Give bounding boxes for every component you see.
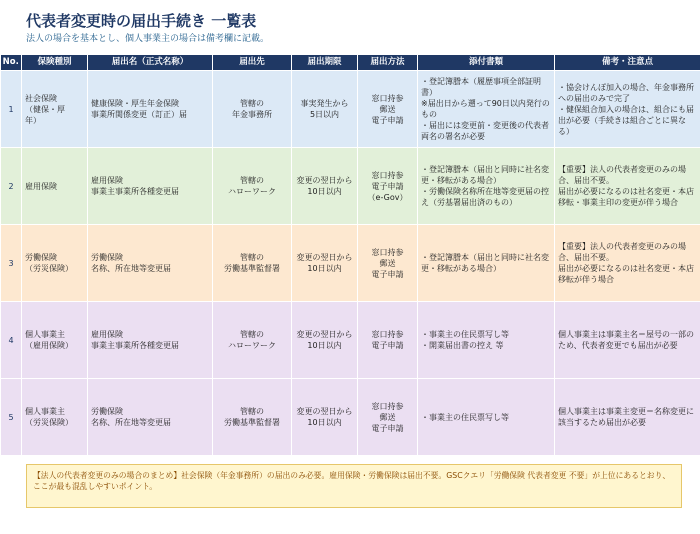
cell-method-line: （e-Gov）	[367, 192, 408, 202]
cell-method-line: 郵送	[379, 104, 396, 114]
cell-attachments	[418, 71, 555, 148]
cell-destination-line: ハローワーク	[228, 341, 276, 350]
cell-deadline-line: 5日以内	[309, 110, 340, 119]
cell-deadline	[292, 148, 358, 225]
cell-deadline-line: 10日以内	[307, 341, 342, 350]
cell-insurance-type-line: （健保・厚	[25, 104, 65, 114]
cell-destination-line: 年金事務所	[232, 110, 272, 119]
cell-attachments-line: ・事業主の住民票写し等	[421, 412, 509, 422]
cell-insurance-type-line: 労働保険	[25, 253, 57, 262]
cell-no: 5	[1, 379, 22, 456]
cell-insurance-type	[22, 71, 88, 148]
header-attachments: 添付書類	[418, 55, 555, 71]
cell-attachments-line: ・届出には変更前・変更後の代表者両名の署名が必要	[421, 121, 549, 141]
cell-method-line: 電子申請	[371, 115, 404, 125]
cell-form-name	[88, 148, 213, 225]
cell-notes	[555, 225, 700, 302]
cell-deadline-line: 変更の翌日から	[296, 330, 353, 339]
cell-attachments-line: ・事業主の住民票写し等	[421, 330, 509, 339]
cell-no: 1	[1, 71, 22, 148]
cell-method	[358, 225, 418, 302]
table-header-row	[1, 55, 700, 71]
cell-attachments-line: ・登記簿謄本（届出と同時に社名変更・移転がある場合）	[421, 165, 549, 185]
cell-attachments-line: ・労働保険名称所在地等変更届の控え（労基署届出済のもの）	[421, 187, 549, 207]
procedure-table	[0, 55, 700, 456]
cell-method-line: 電子申請	[371, 269, 404, 279]
cell-deadline-line: 10日以内	[307, 187, 342, 196]
table-row	[1, 148, 700, 225]
cell-insurance-type-line: 社会保険	[25, 93, 57, 103]
cell-no: 2	[1, 148, 22, 225]
cell-deadline-line: 10日以内	[307, 264, 342, 273]
cell-form-name	[88, 379, 213, 456]
cell-no: 3	[1, 225, 22, 302]
cell-form-name-line: 事業主事業所各種変更届	[91, 187, 179, 196]
cell-form-name	[88, 71, 213, 148]
header-no: No.	[1, 55, 22, 71]
cell-deadline-line: 変更の翌日から	[296, 253, 353, 262]
page-title: 代表者変更時の届出手続き 一覧表	[26, 12, 257, 30]
cell-insurance-type-line: 個人事業主	[25, 407, 65, 416]
cell-method-line: 郵送	[379, 258, 396, 268]
cell-insurance-type-line: 雇用保険	[25, 181, 57, 191]
cell-insurance-type-line: （労災保険）	[25, 418, 73, 427]
cell-method	[358, 379, 418, 456]
cell-form-name-line: 事業所関係変更（訂正）届	[91, 110, 187, 119]
cell-form-name-line: 労働保険	[91, 407, 123, 416]
cell-destination-line: 管轄の	[240, 99, 264, 108]
header-deadline: 届出期限	[292, 55, 358, 71]
cell-notes-line: 【重要】法人の代表者変更のみの場合、届出不要。	[558, 165, 686, 185]
cell-notes-line: 【重要】法人の代表者変更のみの場合、届出不要。	[558, 242, 686, 262]
cell-destination-line: ハローワーク	[228, 187, 276, 196]
cell-form-name-line: 雇用保険	[91, 330, 123, 339]
cell-deadline-line: 10日以内	[307, 418, 342, 427]
cell-deadline	[292, 71, 358, 148]
table-row	[1, 302, 700, 379]
cell-notes-line: ・協会けんぽ加入の場合、年金事務所への届出のみで完了	[558, 82, 694, 103]
cell-method-line: 電子申請	[371, 341, 404, 350]
cell-method	[358, 148, 418, 225]
cell-destination	[213, 148, 292, 225]
cell-method-line: 郵送	[379, 412, 396, 422]
cell-deadline-line: 変更の翌日から	[296, 176, 353, 185]
cell-attachments-line: ・登記簿謄本（履歴事項全部証明書）	[421, 77, 541, 97]
cell-method-line: 窓口持参	[371, 330, 404, 339]
cell-method-line: 電子申請	[371, 181, 404, 191]
cell-method	[358, 302, 418, 379]
cell-attachments	[418, 148, 555, 225]
cell-method-line: 窓口持参	[371, 247, 404, 257]
cell-deadline	[292, 379, 358, 456]
table-row	[1, 71, 700, 148]
cell-method-line: 窓口持参	[371, 401, 404, 411]
header-notes: 備考・注意点	[555, 55, 700, 71]
cell-destination-line: 管轄の	[240, 176, 264, 185]
cell-form-name-line: 労働保険	[91, 253, 123, 262]
cell-notes-line: 届出が必要になるのは社名変更・本店移転が伴う場合	[558, 264, 694, 284]
cell-form-name	[88, 225, 213, 302]
cell-insurance-type-line: （労災保険）	[25, 264, 73, 273]
cell-deadline-line: 変更の翌日から	[296, 407, 353, 416]
cell-form-name-line: 名称、所在地等変更届	[91, 264, 171, 273]
cell-destination	[213, 302, 292, 379]
cell-notes	[555, 302, 700, 379]
cell-insurance-type-line: 個人事業主	[25, 330, 65, 339]
table-row	[1, 225, 700, 302]
cell-insurance-type-line: 年）	[25, 115, 41, 125]
cell-notes-line: 個人事業主は事業主名＝屋号の一部のため、代表者変更でも届出が必要	[558, 330, 694, 350]
cell-form-name-line: 健康保険・厚生年金保険	[91, 99, 179, 108]
cell-destination	[213, 379, 292, 456]
cell-method	[358, 71, 418, 148]
cell-notes	[555, 148, 700, 225]
page-subtitle: 法人の場合を基本とし、個人事業主の場合は備考欄に記載。	[26, 34, 270, 44]
cell-insurance-type	[22, 148, 88, 225]
cell-attachments	[418, 379, 555, 456]
cell-insurance-type-line: （雇用保険）	[25, 341, 73, 350]
cell-attachments-line: ・登記簿謄本（届出と同時に社名変更・移転がある場合）	[421, 253, 549, 273]
cell-deadline	[292, 302, 358, 379]
cell-notes-line: ・健保組合加入の場合は、組合にも届出が必要（手続きは組合ごとに異なる）	[558, 104, 694, 136]
cell-form-name-line: 雇用保険	[91, 176, 123, 185]
header-method: 届出方法	[358, 55, 418, 71]
summary-box: 【法人の代表者変更のみの場合のまとめ】社会保険（年金事務所）の届出のみ必要。雇用保険・労働保険は届出不要。GSCクエリ「労働保険 代表者変更 不要」が上位にあるとおり、ここが最も混乱しやすいポイント。	[26, 464, 682, 508]
cell-destination-line: 管轄の	[240, 253, 264, 262]
cell-insurance-type	[22, 225, 88, 302]
cell-deadline-line: 事実発生から	[300, 99, 349, 108]
cell-form-name-line: 事業主事業所各種変更届	[91, 341, 179, 350]
cell-method-line: 電子申請	[371, 423, 404, 433]
table-row	[1, 379, 700, 456]
header-insurance-type: 保険種別	[22, 55, 88, 71]
header-destination: 届出先	[213, 55, 292, 71]
cell-method-line: 窓口持参	[371, 170, 404, 180]
cell-destination	[213, 71, 292, 148]
header-form-name: 届出名（正式名称）	[88, 55, 213, 71]
cell-insurance-type	[22, 379, 88, 456]
cell-destination	[213, 225, 292, 302]
cell-notes-line: 届出が必要になるのは社名変更・本店移転・事業主印の変更が伴う場合	[558, 187, 694, 207]
cell-destination-line: 管轄の	[240, 407, 264, 416]
cell-deadline	[292, 225, 358, 302]
cell-notes-line: 個人事業主は事業主変更＝名称変更に該当するため届出が必要	[558, 407, 694, 427]
cell-attachments	[418, 225, 555, 302]
cell-notes	[555, 379, 700, 456]
cell-form-name	[88, 302, 213, 379]
cell-insurance-type	[22, 302, 88, 379]
cell-destination-line: 労働基準監督署	[224, 418, 280, 427]
cell-destination-line: 労働基準監督署	[224, 264, 280, 273]
cell-destination-line: 管轄の	[240, 330, 264, 339]
cell-no: 4	[1, 302, 22, 379]
cell-method-line: 窓口持参	[371, 93, 404, 103]
cell-notes	[555, 71, 700, 148]
cell-form-name-line: 名称、所在地等変更届	[91, 418, 171, 427]
cell-attachments-line: ・開業届出書の控え 等	[421, 341, 504, 350]
cell-attachments-line: ※届出日から遡って90日以内発行のもの	[421, 99, 550, 119]
cell-attachments	[418, 302, 555, 379]
